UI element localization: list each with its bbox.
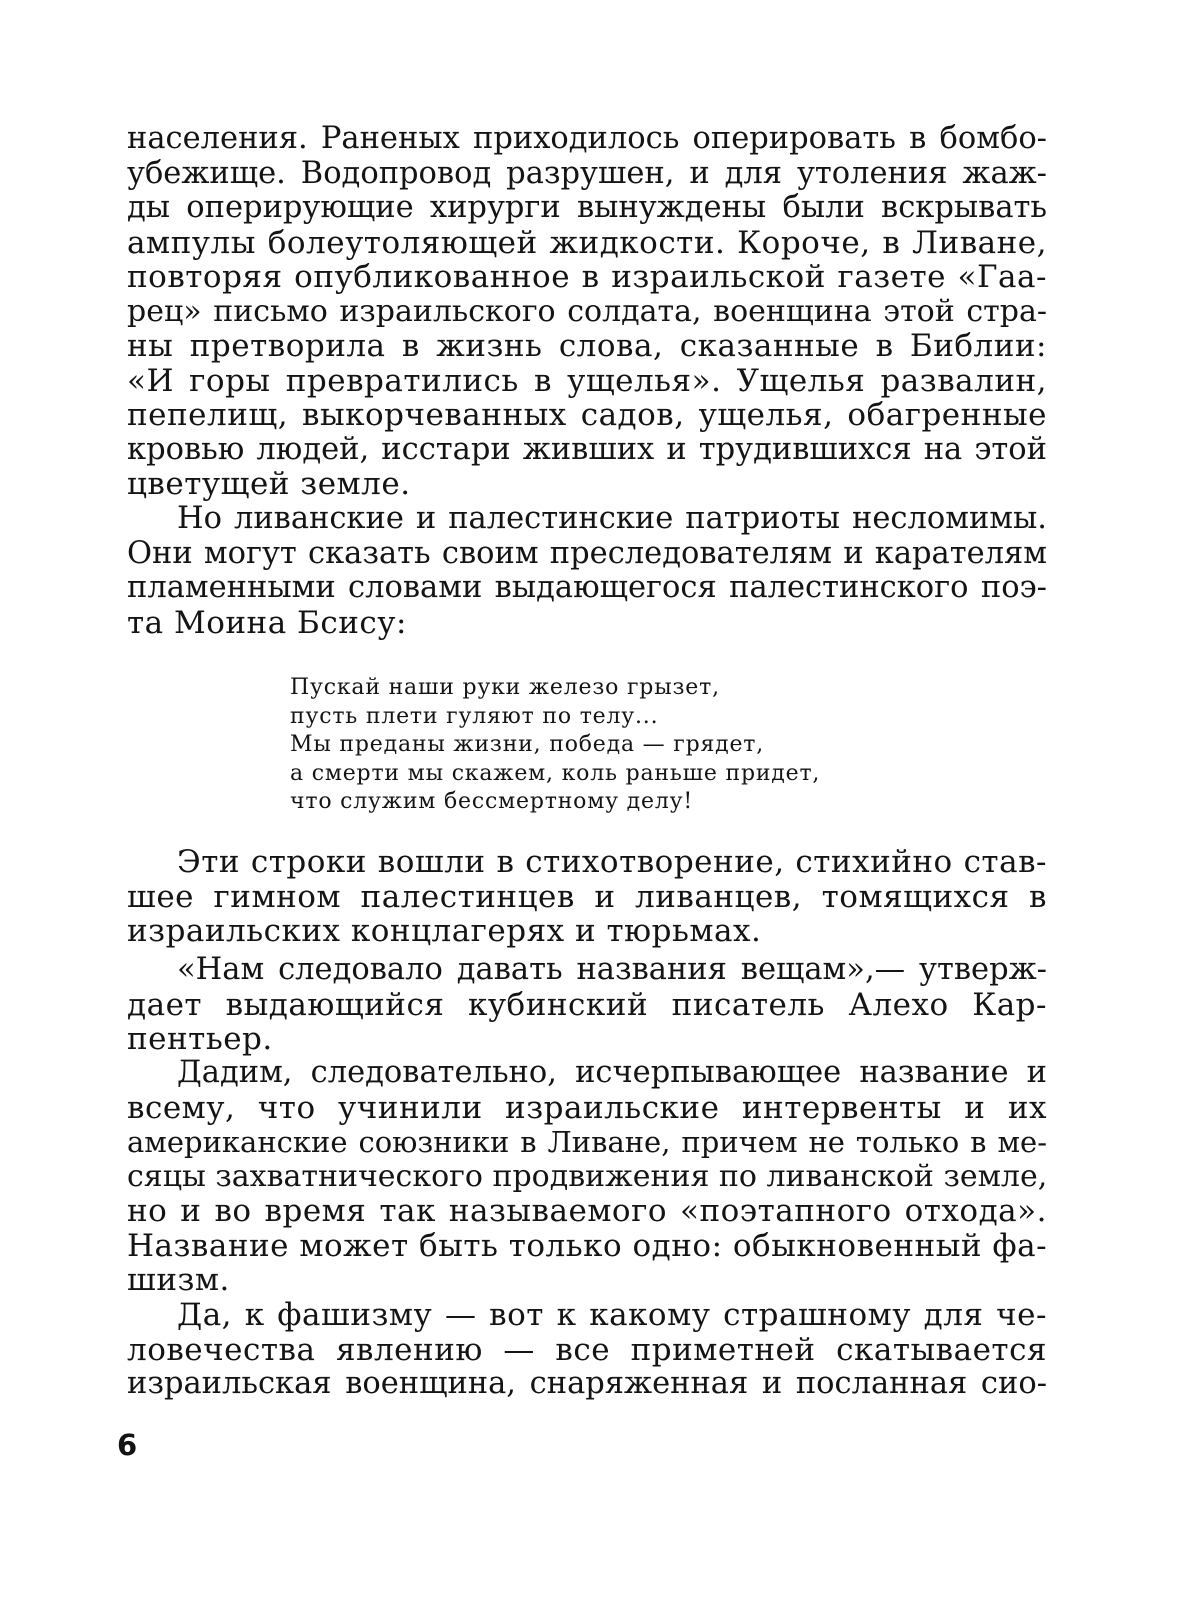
text-line: сяцы захватнического продвижения по ливанской земле,: [127, 1158, 1048, 1194]
poem-line: что служим бессмертному делу!: [290, 789, 693, 814]
text-line: убежище. Водопровод разрушен, и для утоления жаж-: [127, 155, 1047, 191]
paragraph-4: [127, 953, 1047, 1057]
text-line: ды оперирующие хирурги вынуждены были вскрывать: [127, 190, 1047, 225]
text-line: Да, к фашизму — вот к какому страшному для че-: [177, 1297, 1047, 1333]
text-line: населения. Раненых приходилось оперировать в бомбо-: [127, 121, 1047, 156]
text-line: повторяя опубликованное в израильской газете «Гаа-: [127, 259, 1047, 295]
text-line: ловечества явлению — все приметней скатывается: [127, 1331, 1047, 1368]
text-line: кровью людей, исстари живших и трудившихся на этой: [127, 431, 1047, 467]
text-line: американские союзники в Ливане, причем не только в ме-: [127, 1125, 1047, 1159]
text-line: Дадим, следовательно, исчерпывающее название и: [177, 1055, 1047, 1090]
paragraph-6: [127, 1298, 1047, 1402]
text-line: израильская военщина, снаряженная и посланная сио-: [127, 1366, 1047, 1401]
text-line: та Моина Бсису:: [127, 604, 407, 641]
text-line: но и во время так называемого «поэтапного отхода».: [127, 1193, 1047, 1229]
text-line: Эти строки вошли в стихотворение, стихийно став-: [177, 844, 1047, 880]
paragraph-3: [127, 845, 1047, 949]
text-line: шее гимном палестинцев и ливанцев, томящихся в: [127, 878, 1047, 915]
text-line: Но ливанские и палестинские патриоты несломимы.: [177, 501, 1047, 536]
text-line: пепелищ, выкорчеванных садов, ущелья, обагренные: [127, 397, 1047, 433]
paragraph-2: [127, 502, 1047, 640]
text-line: цветущей земле.: [127, 466, 411, 502]
poem-line: Пускай наши руки железо грызет,: [290, 675, 720, 700]
text-line: Они могут сказать своим преследователям и карателям: [127, 535, 1047, 571]
text-line: пентьер.: [127, 1021, 273, 1057]
text-line: «И горы превратились в ущелья». Ущелья развалин,: [127, 362, 1047, 399]
paragraph-1: [127, 122, 1047, 502]
text-line: ны претворила в жизнь слова, сказанные в Библии:: [127, 328, 1047, 364]
poem-line: пусть плети гуляют по телу...: [290, 703, 659, 729]
text-line: дает выдающийся кубинский писатель Алехо Кар-: [127, 986, 1047, 1023]
text-line: ампулы болеутоляющей жидкости. Короче, в Ливане,: [127, 224, 1047, 261]
poem-line: а смерти мы скажем, коль раньше придет,: [290, 760, 821, 786]
text-line: израильских концлагерях и тюрьмах.: [127, 913, 762, 949]
text-line: рец» письмо израильского солдата, военщина этой стра-: [127, 293, 1047, 329]
text-line: шизм.: [127, 1262, 230, 1298]
text-line: Название может быть только одно: обыкновенный фа-: [127, 1227, 1048, 1264]
poem-line: Мы преданы жизни, победа — грядет,: [290, 732, 765, 757]
page-number: 6: [117, 1428, 138, 1462]
text-line: всему, что учинили израильские интервенты и их: [127, 1089, 1047, 1126]
paragraph-5: [127, 1056, 1047, 1298]
text-line: «Нам следовало давать названия вещам»,— утверж-: [177, 952, 1047, 987]
text-line: пламенными словами выдающегося палестинского поэ-: [127, 570, 1047, 605]
poem-quote: [290, 674, 910, 817]
